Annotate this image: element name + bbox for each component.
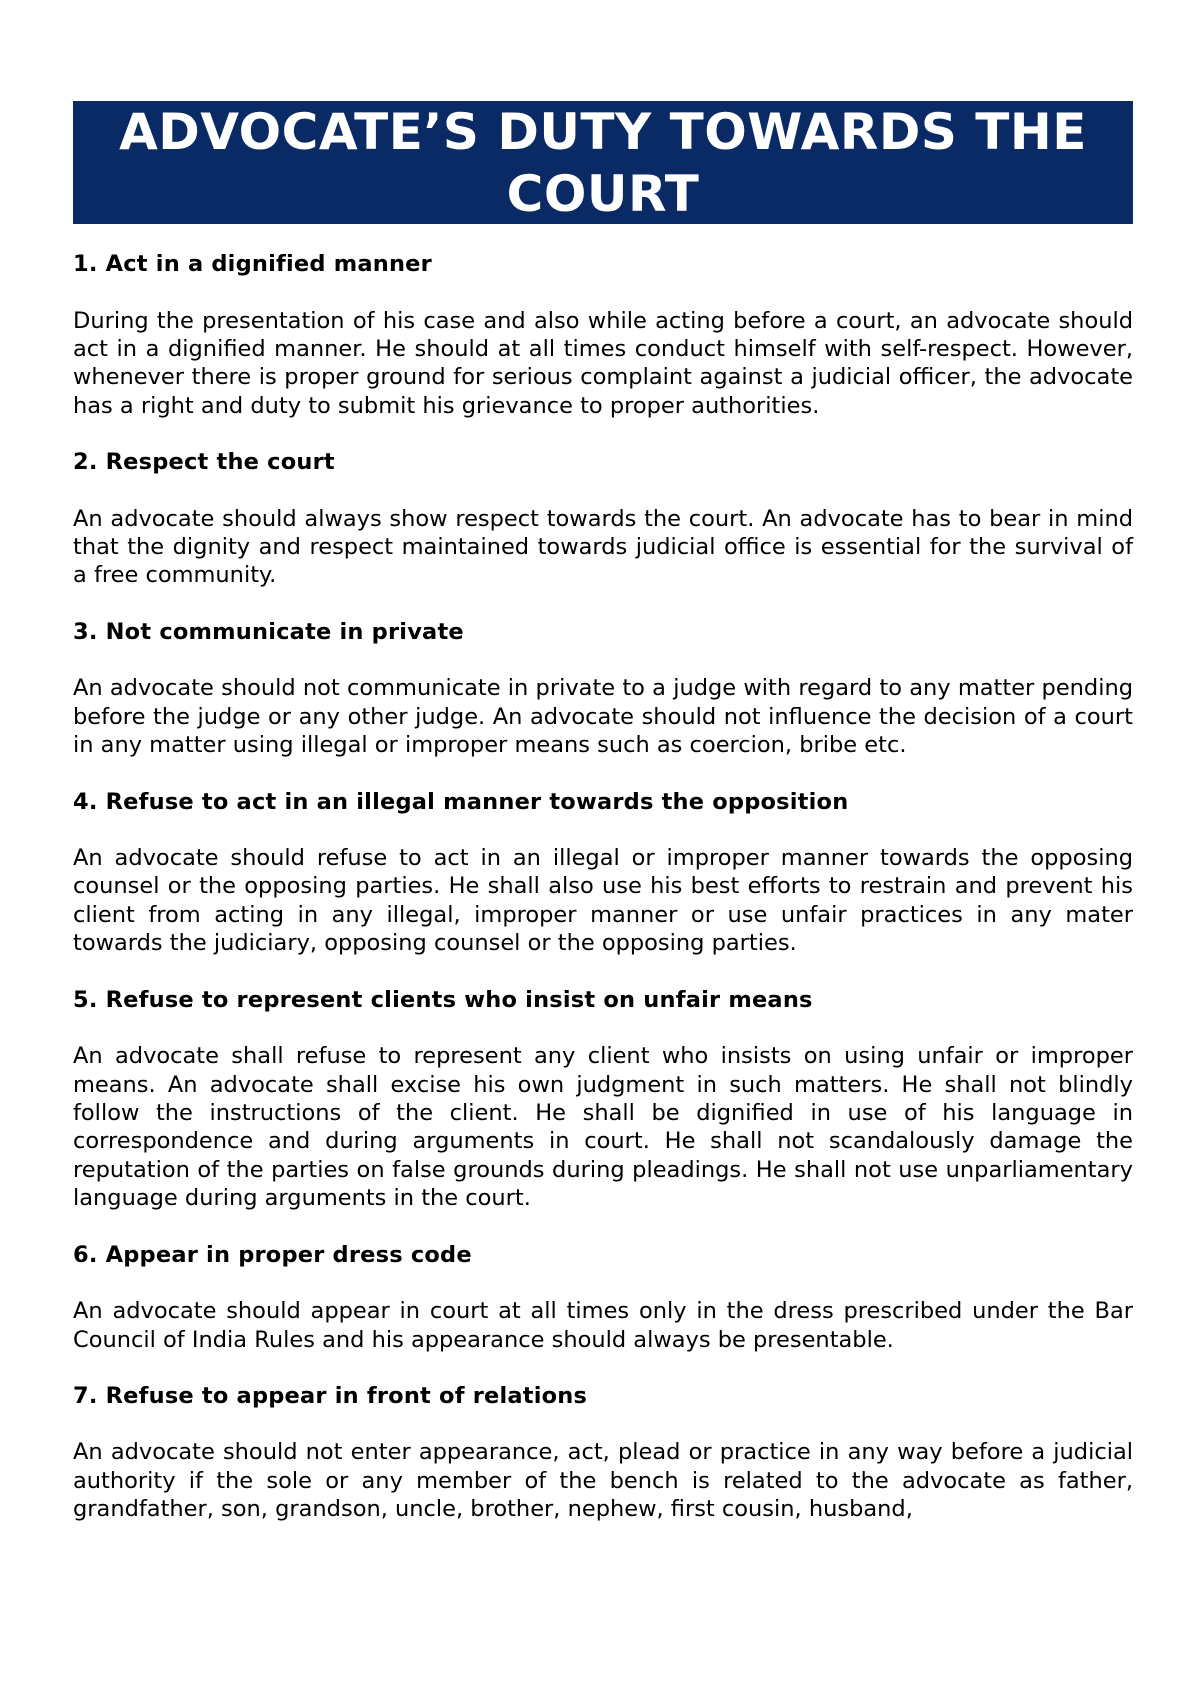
section-heading: 5. Refuse to represent clients who insist on unfair means [73, 986, 813, 1013]
section [73, 986, 1133, 1213]
section [73, 1241, 1133, 1354]
section-heading: 6. Appear in proper dress code [73, 1241, 472, 1268]
section-heading: 3. Not communicate in private [73, 618, 464, 645]
document-content [73, 224, 1133, 1524]
section [73, 250, 1133, 420]
section-body: An advocate should not communicate in private to a judge with regard to any matter pending before the judge or any other judge. An advocate should not influence the decision of a court in any matter using illegal or improper means such as coercion, bribe etc. [73, 675, 1133, 759]
section-body: An advocate should appear in court at all times only in the dress prescribed under the Bar Council of India Rules and his appearance should always be presentable. [73, 1298, 1133, 1353]
section-body: An advocate should refuse to act in an illegal or improper manner towards the opposing counsel or the opposing parties. He shall also use his best efforts to restrain and prevent his client from acting in any illegal, improper manner or use unfair practices in any mater towards the judiciary, opposing counsel or the opposing parties. [73, 845, 1133, 957]
title-banner [73, 101, 1133, 224]
section-body: An advocate should not enter appearance, act, plead or practice in any way before a judicial authority if the sole or any member of the bench is related to the advocate as father, grandfather, son, grandson, uncle, brother, nephew, first cousin, husband, [73, 1439, 1133, 1523]
section-heading: 2. Respect the court [73, 449, 335, 476]
section [73, 448, 1133, 590]
section-body: An advocate shall refuse to represent any client who insists on using unfair or improper means. An advocate shall excise his own judgment in such matters. He shall not blindly follow the instructions of the client. He shall be dignified in use of his language in correspondence and during arguments in court. He shall not scandalously damage the reputation of the parties on false grounds during pleadings. He shall not use unparliamentary language during arguments in the court. [73, 1043, 1133, 1212]
page-title: ADVOCATE’S DUTY TOWARDS THE COURT [119, 102, 1087, 223]
section-body: An advocate should always show respect towards the court. An advocate has to bear in mind that the dignity and respect maintained towards judicial office is essential for the survival of a free community. [73, 505, 1133, 589]
section-heading: 4. Refuse to act in an illegal manner towards the opposition [73, 788, 849, 815]
section [73, 1382, 1133, 1524]
section [73, 618, 1133, 760]
section [73, 788, 1133, 958]
section-body: During the presentation of his case and also while acting before a court, an advocate should act in a dignified manner. He should at all times conduct himself with self-respect. However, whenever there is proper ground for serious complaint against a judicial officer, the advocate has a right and duty to submit his grievance to proper authorities. [73, 307, 1133, 419]
section-heading: 7. Refuse to appear in front of relations [73, 1382, 588, 1409]
section-heading: 1. Act in a dignified manner [73, 251, 432, 277]
